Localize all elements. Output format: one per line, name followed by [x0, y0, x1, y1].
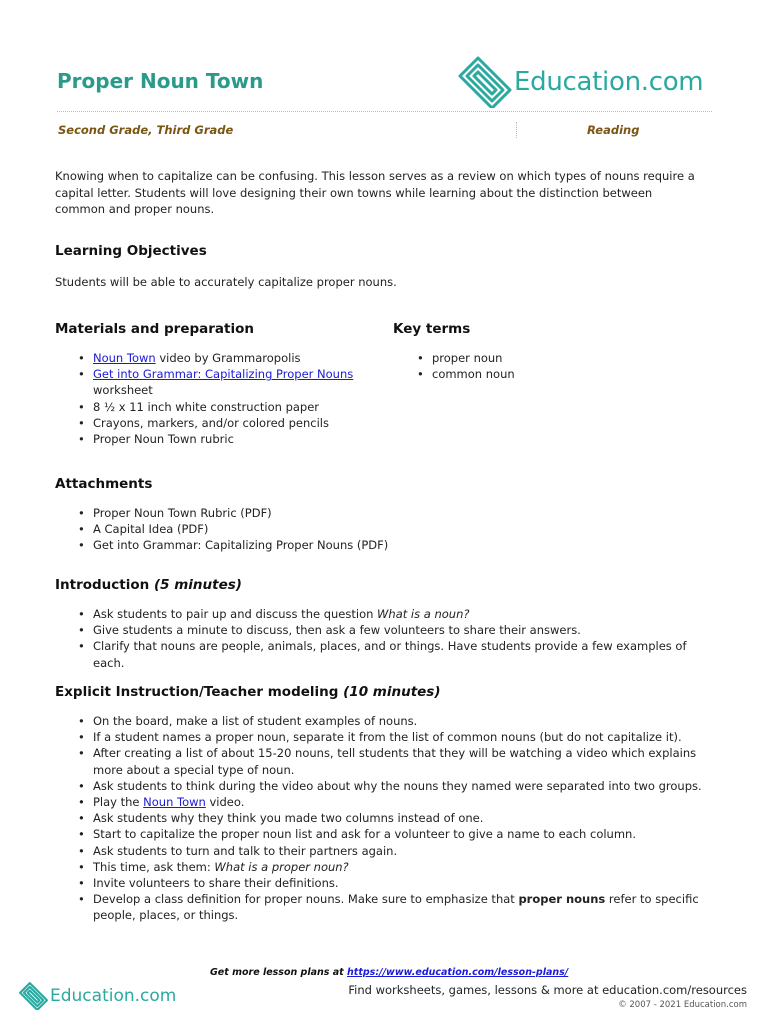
list-item: • Ask students to think during the video about why the nouns they named were separated into two groups.	[78, 778, 702, 794]
item-bold: proper nouns	[518, 892, 606, 907]
grade-levels: Second Grade, Third Grade	[58, 123, 234, 137]
list-item: • Ask students why they think you made two columns instead of one.	[78, 810, 702, 826]
footer-cta	[210, 967, 568, 978]
item-text: each.	[93, 655, 125, 670]
item-text: This time, ask them:	[93, 859, 215, 874]
item-text: Clarify that nouns are people, animals, places, and or things. Have students provide a few examples of	[93, 639, 687, 654]
item-text: After creating a list of about 15-20 nouns, tell students that they will be watching a video which explains	[93, 746, 697, 761]
noun-town-link[interactable]: Noun Town	[143, 795, 206, 810]
list-item: • Give students a minute to discuss, then ask a few volunteers to share their answers.	[78, 622, 687, 638]
introduction-list	[78, 606, 687, 671]
key-terms-list	[417, 350, 515, 382]
explicit-list	[78, 713, 702, 924]
list-item	[78, 350, 353, 366]
list-item: • 8 ½ x 11 inch white construction paper	[78, 399, 353, 415]
list-item: • common noun	[417, 366, 515, 382]
pencil-logo-icon	[18, 982, 48, 1010]
item-text: video.	[205, 795, 245, 810]
list-item: • Proper Noun Town rubric	[78, 431, 353, 447]
footer-logo-text: Education.com	[50, 986, 177, 1006]
list-item: • Ask students to turn and talk to their partners again.	[78, 843, 702, 859]
item-text: people, places, or things.	[93, 908, 239, 923]
attachment-item[interactable]: • Get into Grammar: Capitalizing Proper Nouns (PDF)	[78, 537, 388, 553]
list-item	[78, 891, 702, 923]
heading-text: Explicit Instruction/Teacher modeling	[55, 684, 339, 700]
item-text: Develop a class definition for proper nouns. Make sure to emphasize that	[93, 892, 519, 907]
materials-heading: Materials and preparation	[55, 321, 254, 337]
worksheet-link[interactable]: Get into Grammar: Capitalizing Proper Nouns	[93, 367, 354, 382]
key-terms-heading: Key terms	[393, 321, 471, 337]
lesson-plans-link[interactable]: https://www.education.com/lesson-plans/	[347, 967, 569, 978]
intro-line: common and proper nouns.	[55, 202, 215, 216]
objectives-text: Students will be able to accurately capitalize proper nouns.	[55, 275, 397, 289]
list-item: • If a student names a proper noun, separate it from the list of common nouns (but do not capitalize it).	[78, 729, 702, 745]
intro-paragraph	[55, 168, 695, 218]
logo-text: Education.com	[514, 67, 704, 97]
item-em: What is a noun?	[377, 607, 470, 621]
list-item	[78, 606, 687, 622]
list-item	[78, 745, 702, 777]
list-item: • Start to capitalize the proper noun list and ask for a volunteer to give a name to each column.	[78, 826, 702, 842]
attachment-item[interactable]: • Proper Noun Town Rubric (PDF)	[78, 505, 388, 521]
education-logo[interactable]	[456, 56, 703, 108]
cta-text: Get more lesson plans at	[210, 967, 348, 978]
footer-copyright: © 2007 - 2021 Education.com	[618, 1000, 747, 1010]
footer-logo[interactable]	[18, 982, 176, 1010]
heading-duration: (5 minutes)	[153, 577, 242, 593]
heading-text: Introduction	[55, 577, 150, 593]
noun-town-link[interactable]: Noun Town	[93, 351, 156, 365]
list-item: • Crayons, markers, and/or colored pencils	[78, 415, 353, 431]
item-text: Ask students to pair up and discuss the question	[93, 607, 378, 621]
attachments-list	[78, 505, 388, 554]
item-text: worksheet	[93, 383, 153, 398]
item-text: more about a special type of noun.	[93, 762, 295, 777]
explicit-heading	[55, 684, 441, 700]
item-text: video by Grammaropolis	[155, 351, 301, 365]
introduction-heading	[55, 577, 242, 593]
attachments-heading: Attachments	[55, 476, 153, 492]
list-item: • On the board, make a list of student examples of nouns.	[78, 713, 702, 729]
list-item: • proper noun	[417, 350, 515, 366]
page-title: Proper Noun Town	[57, 69, 264, 93]
footer-resources-text: Find worksheets, games, lessons & more at education.com/resources	[348, 983, 747, 997]
intro-line: Knowing when to capitalize can be confusing. This lesson serves as a review on which types of nouns require a	[55, 169, 695, 183]
objectives-heading: Learning Objectives	[55, 243, 207, 259]
attachment-item[interactable]: • A Capital Idea (PDF)	[78, 521, 388, 537]
list-item: • Invite volunteers to share their definitions.	[78, 875, 702, 891]
pencil-logo-icon	[456, 56, 512, 108]
list-item	[78, 794, 702, 810]
header-divider	[57, 111, 712, 112]
list-item	[78, 366, 353, 398]
heading-duration: (10 minutes)	[343, 684, 441, 700]
item-em: What is a proper noun?	[214, 859, 349, 874]
header-separator	[516, 122, 517, 138]
subject: Reading	[587, 123, 640, 137]
item-text: Play the	[93, 795, 144, 810]
intro-line: capital letter. Students will love designing their own towns while learning about the distinction between	[55, 185, 653, 200]
list-item	[78, 638, 687, 670]
item-text: refer to specific	[605, 892, 699, 907]
materials-list	[78, 350, 353, 447]
list-item	[78, 859, 702, 875]
